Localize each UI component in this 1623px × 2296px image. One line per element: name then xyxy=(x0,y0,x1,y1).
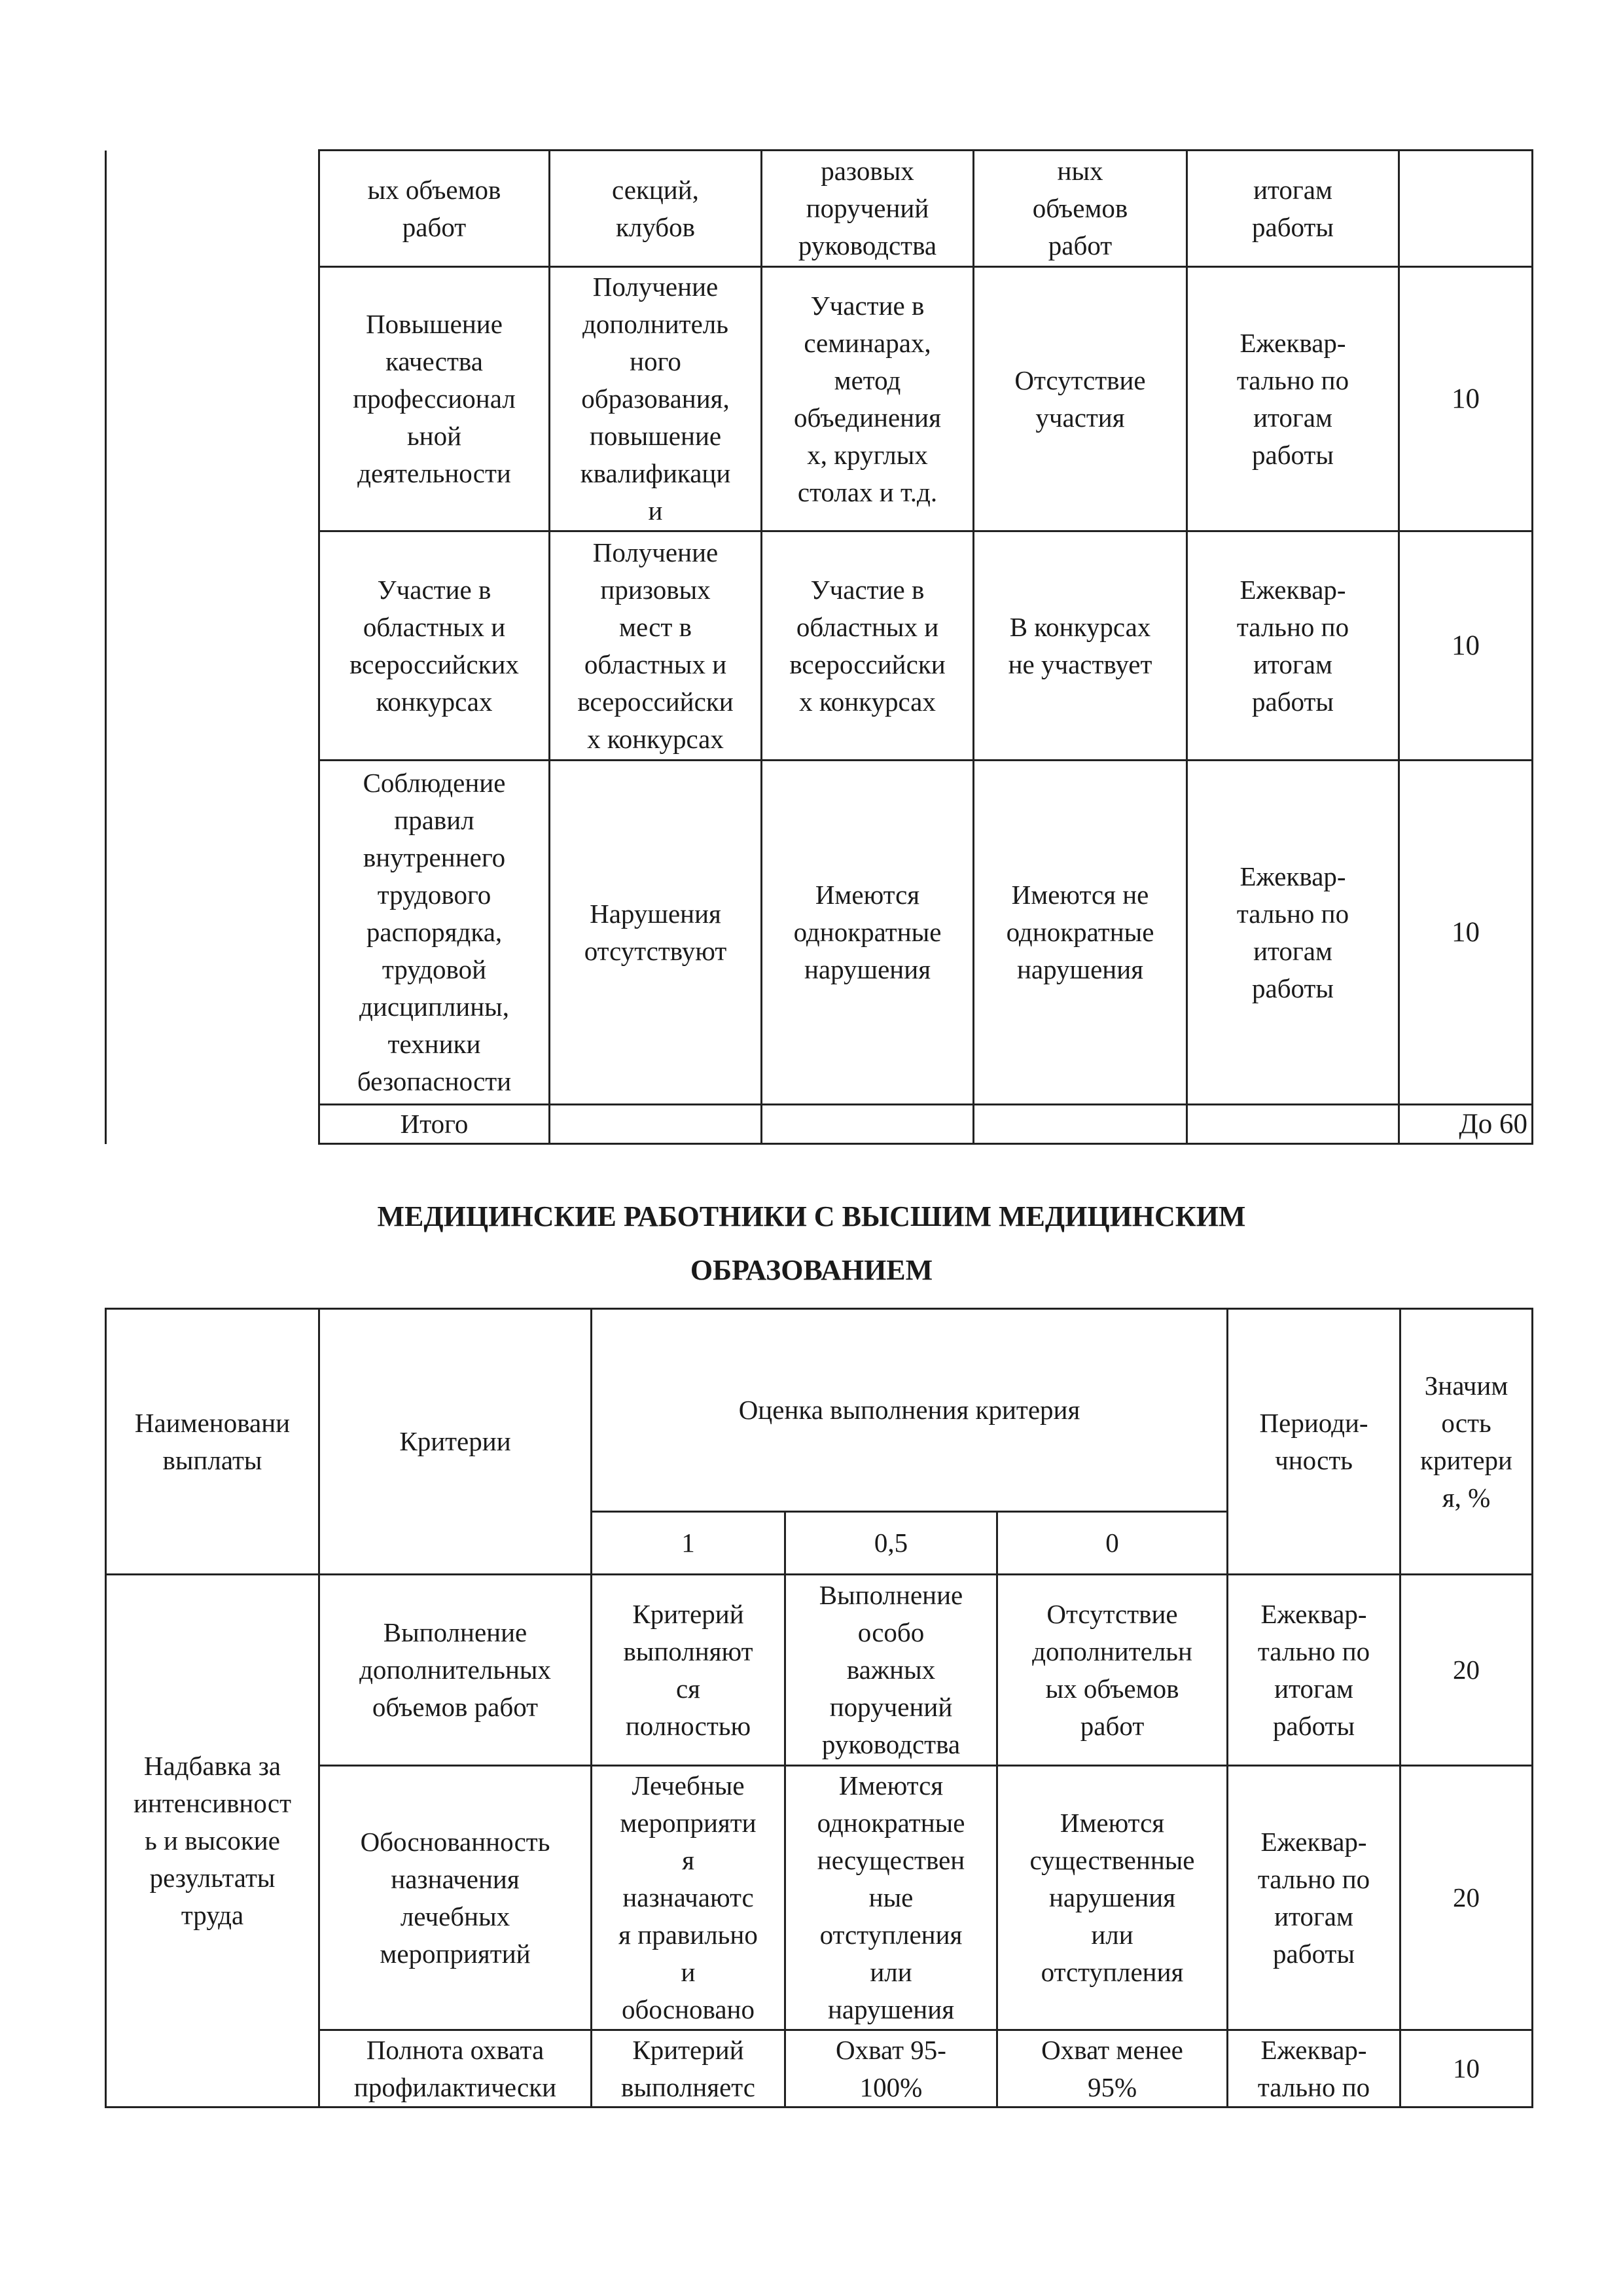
empty-cell xyxy=(1187,1105,1399,1144)
score-0-cell: Имеются не однократные нарушения xyxy=(974,761,1187,1105)
score-0-cell: Отсутствие дополнительн ых объемов работ xyxy=(997,1575,1228,1766)
periodicity-cell: Ежеквар- тально по итогам работы xyxy=(1187,761,1399,1105)
criterion-cell: Участие в областных и всероссийских конкурсах xyxy=(319,531,550,761)
total-value: До 60 xyxy=(1399,1105,1533,1144)
payment-name-cell: Надбавка за интенсивност ь и высокие результаты труда xyxy=(106,1575,319,2108)
periodicity-cell: Ежеквар- тально по xyxy=(1228,2030,1400,2108)
score-1-cell: Нарушения отсутствуют xyxy=(550,761,762,1105)
score-05-cell: разовых поручений руководства xyxy=(762,151,974,267)
weight-cell: 10 xyxy=(1399,531,1533,761)
score-0-cell: В конкурсах не участвует xyxy=(974,531,1187,761)
score-05-cell: Участие в семинарах, метод объединения х, круглых столах и т.д. xyxy=(762,267,974,531)
header-evaluation: Оценка выполнения критерия xyxy=(592,1309,1228,1512)
periodicity-cell: Ежеквар- тально по итогам работы xyxy=(1187,267,1399,531)
weight-cell xyxy=(1399,151,1533,267)
table-row xyxy=(106,1766,1533,2030)
score-1-cell: Критерий выполняетс xyxy=(592,2030,785,2108)
score-05-cell: Имеются однократные несуществен ные отступления или нарушения xyxy=(785,1766,997,2030)
weight-cell: 20 xyxy=(1400,1766,1533,2030)
score-0-cell: ных объемов работ xyxy=(974,151,1187,267)
score-0-cell: Отсутствие участия xyxy=(974,267,1187,531)
weight-cell: 10 xyxy=(1400,2030,1533,2108)
score-1-cell: Критерий выполняют ся полностью xyxy=(592,1575,785,1766)
header-periodicity: Периоди- чность xyxy=(1228,1309,1400,1575)
criterion-cell: ых объемов работ xyxy=(319,151,550,267)
header-payment-name: Наименовани выплаты xyxy=(106,1309,319,1575)
header-row xyxy=(106,1309,1533,1512)
empty-cell xyxy=(550,1105,762,1144)
section-heading: МЕДИЦИНСКИЕ РАБОТНИКИ С ВЫСШИМ МЕДИЦИНСКИМ xyxy=(377,1200,1246,1232)
criterion-cell: Обоснованность назначения лечебных мероприятий xyxy=(319,1766,592,2030)
periodicity-cell: итогам работы xyxy=(1187,151,1399,267)
table-row xyxy=(106,151,1533,267)
score-1-cell: секций, клубов xyxy=(550,151,762,267)
total-label: Итого xyxy=(319,1105,550,1144)
table-row xyxy=(106,1575,1533,1766)
score-0-cell: Охват менее 95% xyxy=(997,2030,1228,2108)
weight-cell: 10 xyxy=(1399,267,1533,531)
empty-cell xyxy=(762,1105,974,1144)
header-significance: Значим ость критери я, % xyxy=(1400,1309,1533,1575)
section-heading-line2: ОБРАЗОВАНИЕМ xyxy=(690,1254,933,1286)
header-score-1: 1 xyxy=(592,1512,785,1575)
score-0-cell: Имеются существенные нарушения или отступления xyxy=(997,1766,1228,2030)
criterion-cell: Выполнение дополнительных объемов работ xyxy=(319,1575,592,1766)
table-row xyxy=(106,531,1533,761)
criterion-cell: Полнота охвата профилактически xyxy=(319,2030,592,2108)
score-1-cell: Получение дополнитель ного образования, повышение квалификаци и xyxy=(550,267,762,531)
score-05-cell: Выполнение особо важных поручений руководства xyxy=(785,1575,997,1766)
score-05-cell: Охват 95- 100% xyxy=(785,2030,997,2108)
weight-cell: 20 xyxy=(1400,1575,1533,1766)
table-row xyxy=(106,267,1533,531)
criterion-cell: Соблюдение правил внутреннего трудового распорядка, трудовой дисциплины, техники безопасности xyxy=(319,761,550,1105)
criteria-table-continued xyxy=(105,149,1533,1145)
table-row xyxy=(106,761,1533,1105)
header-score-0: 0 xyxy=(997,1512,1228,1575)
payment-name-cell xyxy=(106,151,319,1144)
periodicity-cell: Ежеквар- тально по итогам работы xyxy=(1228,1766,1400,2030)
table-row xyxy=(106,2030,1533,2108)
score-05-cell: Участие в областных и всероссийски х конкурсах xyxy=(762,531,974,761)
criteria-table-medical xyxy=(105,1308,1533,2108)
total-row xyxy=(106,1105,1533,1144)
header-score-05: 0,5 xyxy=(785,1512,997,1575)
score-1-cell: Лечебные мероприяти я назначаютс я правильно и обоснованo xyxy=(592,1766,785,2030)
periodicity-cell: Ежеквар- тально по итогам работы xyxy=(1228,1575,1400,1766)
periodicity-cell: Ежеквар- тально по итогам работы xyxy=(1187,531,1399,761)
empty-cell xyxy=(974,1105,1187,1144)
score-05-cell: Имеются однократные нарушения xyxy=(762,761,974,1105)
criterion-cell: Повышение качества профессионал ьной деятельности xyxy=(319,267,550,531)
score-1-cell: Получение призовых мест в областных и всероссийски х конкурсах xyxy=(550,531,762,761)
weight-cell: 10 xyxy=(1399,761,1533,1105)
header-criteria: Критерии xyxy=(319,1309,592,1575)
